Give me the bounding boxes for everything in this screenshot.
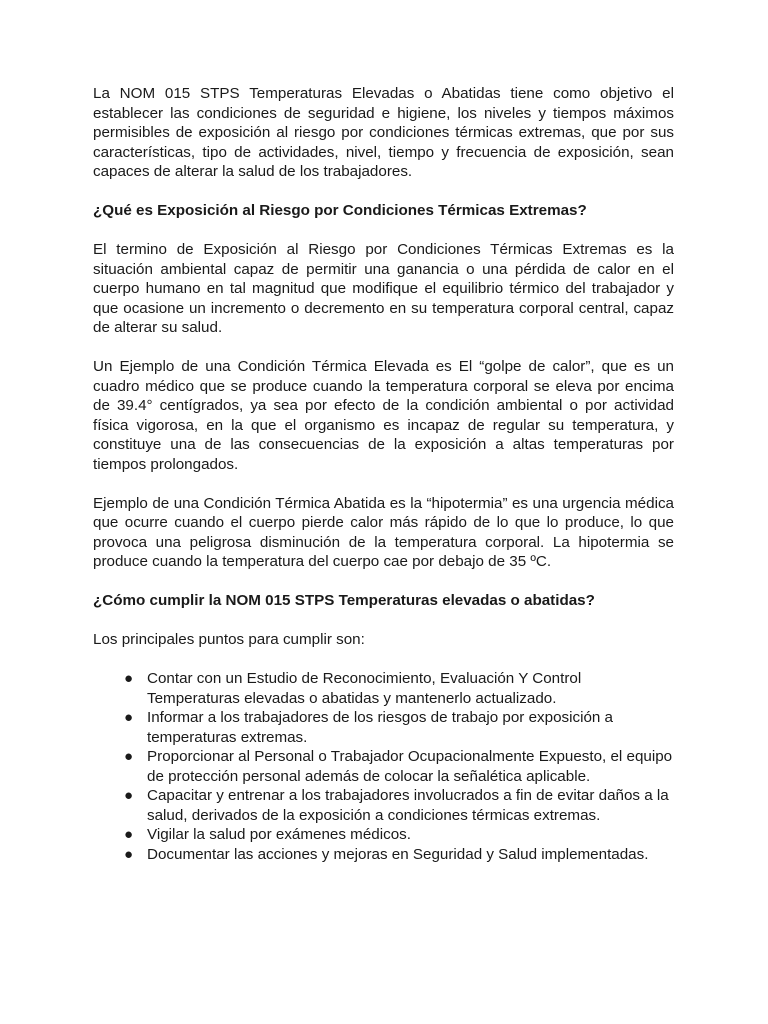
low-temperature-example-paragraph: Ejemplo de una Condición Térmica Abatida es la “hipotermia” es una urgencia médica que ocurre cuando el cuerpo pierde calor más rápido de lo que lo produce, lo que provoca una peligrosa disminución de la temperatura corporal. La hipotermia se produce cuando la temperatura del cuerpo cae por debajo de 35 ºC. <box>93 494 674 570</box>
section-heading-compliance: ¿Cómo cumplir la NOM 015 STPS Temperaturas elevadas o abatidas? <box>93 592 595 609</box>
section-heading-exposure: ¿Qué es Exposición al Riesgo por Condiciones Térmicas Extremas? <box>93 202 587 219</box>
bullet-icon: ● <box>124 709 134 726</box>
bullet-icon: ● <box>124 826 134 843</box>
list-item-text: Proporcionar al Personal o Trabajador Ocupacionalmente Expuesto, el equipo de protección personal además de colocar la señalética aplicable. <box>147 748 673 785</box>
bullet-icon: ● <box>124 845 134 863</box>
list-item-text: Capacitar y entrenar a los trabajadores involucrados a fin de evitar daños a la salud, derivados de la exposición a condiciones térmicas extremas. <box>147 787 669 824</box>
list-intro-text: Los principales puntos para cumplir son: <box>93 631 365 648</box>
definition-paragraph: El termino de Exposición al Riesgo por Condiciones Térmicas Extremas es la situación ambiental capaz de permitir una ganancia o una pérdida de calor en el cuerpo humano en tal magnitud que modifique el equilibrio térmico del trabajador y que ocasione un incremento o decremento en su temperatura corporal central, capaz de alterar su salud. <box>93 241 674 336</box>
bullet-icon: ● <box>124 748 134 765</box>
list-item-text: Documentar las acciones y mejoras en Seguridad y Salud implementadas. <box>147 845 649 863</box>
list-item <box>93 845 674 865</box>
document-page <box>93 84 674 864</box>
high-temperature-example-paragraph: Un Ejemplo de una Condición Térmica Elevada es El “golpe de calor”, que es un cuadro médico que se produce cuando la temperatura corporal se eleva por encima de 39.4° centígrados, ya sea por efecto de la condición ambiental o por actividad física vigorosa, en la que el organismo es incapaz de regular su temperatura, y constituye una de las consecuencias de la exposición a altas temperaturas por tiempos prolongados. <box>93 358 674 473</box>
list-item <box>93 669 674 708</box>
list-item-text: Contar con un Estudio de Reconocimiento, Evaluación Y Control Temperaturas elevadas o abatidas y mantenerlo actualizado. <box>147 670 582 707</box>
bullet-icon: ● <box>124 787 134 804</box>
list-item <box>93 825 674 845</box>
list-item-text: Vigilar la salud por exámenes médicos. <box>147 826 411 843</box>
compliance-bullet-list <box>93 669 674 864</box>
intro-paragraph: La NOM 015 STPS Temperaturas Elevadas o Abatidas tiene como objetivo el establecer las condiciones de seguridad e higiene, los niveles y tiempos máximos permisibles de exposición al riesgo por condiciones térmicas extremas, que por sus características, tipo de actividades, nivel, tiempo y frecuencia de exposición, sean capaces de alterar la salud de los trabajadores. <box>93 85 674 180</box>
bullet-icon: ● <box>124 670 134 687</box>
list-item <box>93 708 674 747</box>
list-item-text: Informar a los trabajadores de los riesgos de trabajo por exposición a temperaturas extremas. <box>147 709 614 746</box>
list-item <box>93 786 674 825</box>
list-item <box>93 747 674 786</box>
